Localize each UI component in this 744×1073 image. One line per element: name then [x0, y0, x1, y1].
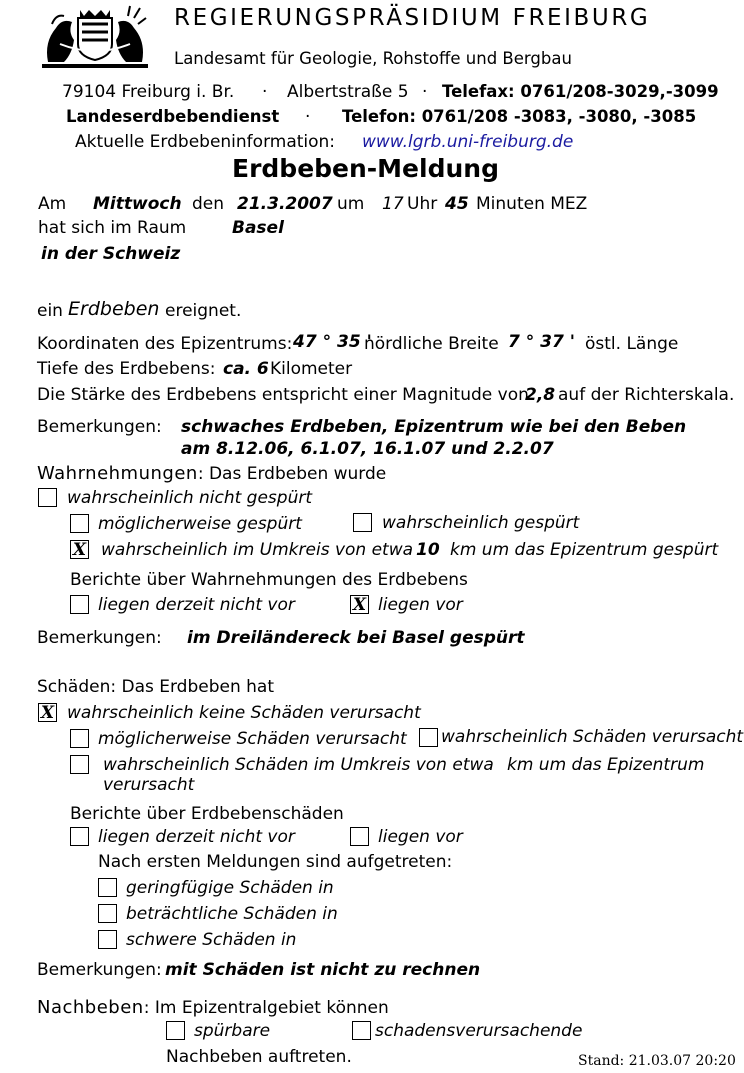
- minuten-label: Minuten MEZ: [476, 194, 588, 214]
- reports-label: Berichte über Wahrnehmungen des Erdbebens: [70, 570, 468, 590]
- option-label: schwere Schäden in: [126, 930, 297, 950]
- raum-label: hat sich im Raum: [38, 218, 187, 238]
- perception-intro: : Das Erdbeben wurde: [197, 464, 387, 484]
- weekday-value: Mittwoch: [93, 194, 182, 214]
- option-label: liegen vor: [378, 595, 463, 615]
- coat-of-arms-logo: [38, 4, 152, 70]
- checkbox-maybe-felt[interactable]: [70, 514, 89, 533]
- checkbox-not-felt[interactable]: [38, 488, 57, 507]
- service-name: Landeserdbebendienst: [66, 107, 280, 126]
- checkbox-probably-felt[interactable]: [353, 513, 372, 532]
- checkbox-reports-none[interactable]: [70, 595, 89, 614]
- option-label: liegen derzeit nicht vor: [98, 595, 295, 615]
- checkbox-felt-radius[interactable]: X: [70, 540, 89, 559]
- checkbox-severe-damage[interactable]: [98, 930, 117, 949]
- fax-number: Telefax: 0761/208-3029,-3099: [442, 82, 719, 101]
- option-label: beträchtliche Schäden in: [126, 904, 338, 924]
- radius-value: 10: [416, 540, 440, 560]
- checkbox-reports-yes[interactable]: X: [350, 595, 369, 614]
- um-label: um: [337, 194, 365, 214]
- remarks-label: Bemerkungen:: [37, 628, 162, 648]
- option-label: wahrscheinlich Schäden im Umkreis von etwa: [103, 755, 494, 775]
- am-label: Am: [38, 194, 67, 214]
- perception-heading: [37, 463, 386, 484]
- aftershocks-heading: [37, 997, 389, 1018]
- option-label: geringfügige Schäden in: [126, 878, 334, 898]
- remarks-text: am 8.12.06, 6.1.07, 16.1.07 und 2.2.07: [181, 439, 554, 459]
- address-city: 79104 Freiburg i. Br.: [62, 82, 235, 102]
- checkbox-damage-radius[interactable]: [70, 755, 89, 774]
- separator: ·: [422, 82, 428, 102]
- perception-title: Wahrnehmungen: [37, 463, 198, 484]
- aftershocks-outro: Nachbeben auftreten.: [166, 1047, 352, 1067]
- checkbox-maybe-damage[interactable]: [70, 729, 89, 748]
- magnitude-label: Die Stärke des Erdbebens entspricht einer Magnitude von: [37, 385, 529, 405]
- den-label: den: [192, 194, 225, 214]
- ereignet-label: ereignet.: [165, 301, 242, 321]
- ein-label: ein: [37, 301, 63, 321]
- region-value: Basel: [232, 218, 284, 238]
- option-label: wahrscheinlich im Umkreis von etwa: [101, 540, 414, 560]
- remarks-text: im Dreiländereck bei Basel gespürt: [187, 628, 525, 648]
- checkbox-no-damage[interactable]: X: [38, 703, 57, 722]
- checkbox-damage-reports-yes[interactable]: [350, 827, 369, 846]
- aftershocks-intro: : Im Epizentralgebiet können: [143, 998, 389, 1018]
- aftershocks-title: Nachbeben: [37, 997, 144, 1018]
- option-label: möglicherweise gespürt: [98, 514, 302, 534]
- damage-reports-label: Berichte über Erdbebenschäden: [70, 804, 344, 824]
- checkbox-damage-reports-none[interactable]: [70, 827, 89, 846]
- checkbox-minor-damage[interactable]: [98, 878, 117, 897]
- depth-label: Tiefe des Erdbebens:: [37, 359, 216, 379]
- option-label: km um das Epizentrum: [507, 755, 705, 775]
- first-reports-label: Nach ersten Meldungen sind aufgetreten:: [98, 852, 453, 872]
- option-label: wahrscheinlich keine Schäden verursacht: [67, 703, 421, 723]
- latitude-label: nördliche Breite: [364, 334, 499, 354]
- option-label: wahrscheinlich nicht gespürt: [67, 488, 313, 508]
- address-street: Albertstraße 5: [287, 82, 409, 102]
- option-label: verursacht: [103, 775, 195, 795]
- remarks-label: Bemerkungen:: [37, 960, 162, 980]
- option-label: spürbare: [194, 1021, 271, 1041]
- option-label: liegen vor: [378, 827, 463, 847]
- footer-stand: Stand: 21.03.07 20:20: [578, 1053, 736, 1069]
- longitude-label: östl. Länge: [585, 334, 679, 354]
- phone-number: Telefon: 0761/208 -3083, -3080, -3085: [342, 107, 697, 126]
- latitude-value: 47 ° 35 ': [293, 332, 372, 352]
- option-label: wahrscheinlich Schäden verursacht: [441, 727, 744, 747]
- checkbox-felt-aftershocks[interactable]: [166, 1021, 185, 1040]
- date-value: 21.3.2007: [237, 194, 333, 214]
- checkbox-probable-damage[interactable]: [419, 728, 438, 747]
- event-type: Erdbeben: [68, 298, 160, 320]
- hour-value: 17: [382, 194, 404, 214]
- page-title: Erdbeben-Meldung: [232, 154, 499, 183]
- minute-value: 45: [445, 194, 469, 214]
- checkbox-damaging-aftershocks[interactable]: [352, 1021, 371, 1040]
- uhr-label: Uhr: [407, 194, 438, 214]
- separator: ·: [305, 107, 311, 127]
- coords-label: Koordinaten des Epizentrums:: [37, 334, 293, 354]
- info-label: Aktuelle Erdbebeninformation:: [75, 132, 336, 152]
- depth-unit: Kilometer: [270, 359, 353, 379]
- option-label: schadensverursachende: [375, 1021, 583, 1041]
- magnitude-value: 2,8: [525, 385, 556, 405]
- longitude-value: 7 ° 37 ': [508, 332, 575, 352]
- checkbox-considerable-damage[interactable]: [98, 904, 117, 923]
- option-label: km um das Epizentrum gespürt: [450, 540, 719, 560]
- magnitude-suffix: auf der Richterskala.: [558, 385, 735, 405]
- damage-heading: Schäden: Das Erdbeben hat: [37, 677, 275, 697]
- org-name: REGIERUNGSPRÄSIDIUM FREIBURG: [174, 5, 651, 31]
- info-link[interactable]: www.lgrb.uni-freiburg.de: [362, 132, 574, 152]
- department: Landesamt für Geologie, Rohstoffe und Bergbau: [174, 49, 572, 68]
- separator: ·: [262, 82, 268, 102]
- option-label: möglicherweise Schäden verursacht: [98, 729, 407, 749]
- remarks-text: mit Schäden ist nicht zu rechnen: [165, 960, 481, 980]
- remarks-text: schwaches Erdbeben, Epizentrum wie bei den Beben: [181, 417, 687, 437]
- remarks-label: Bemerkungen:: [37, 417, 162, 437]
- option-label: wahrscheinlich gespürt: [382, 513, 580, 533]
- depth-value: ca. 6: [223, 359, 269, 379]
- country-value: in der Schweiz: [41, 244, 181, 264]
- option-label: liegen derzeit nicht vor: [98, 827, 295, 847]
